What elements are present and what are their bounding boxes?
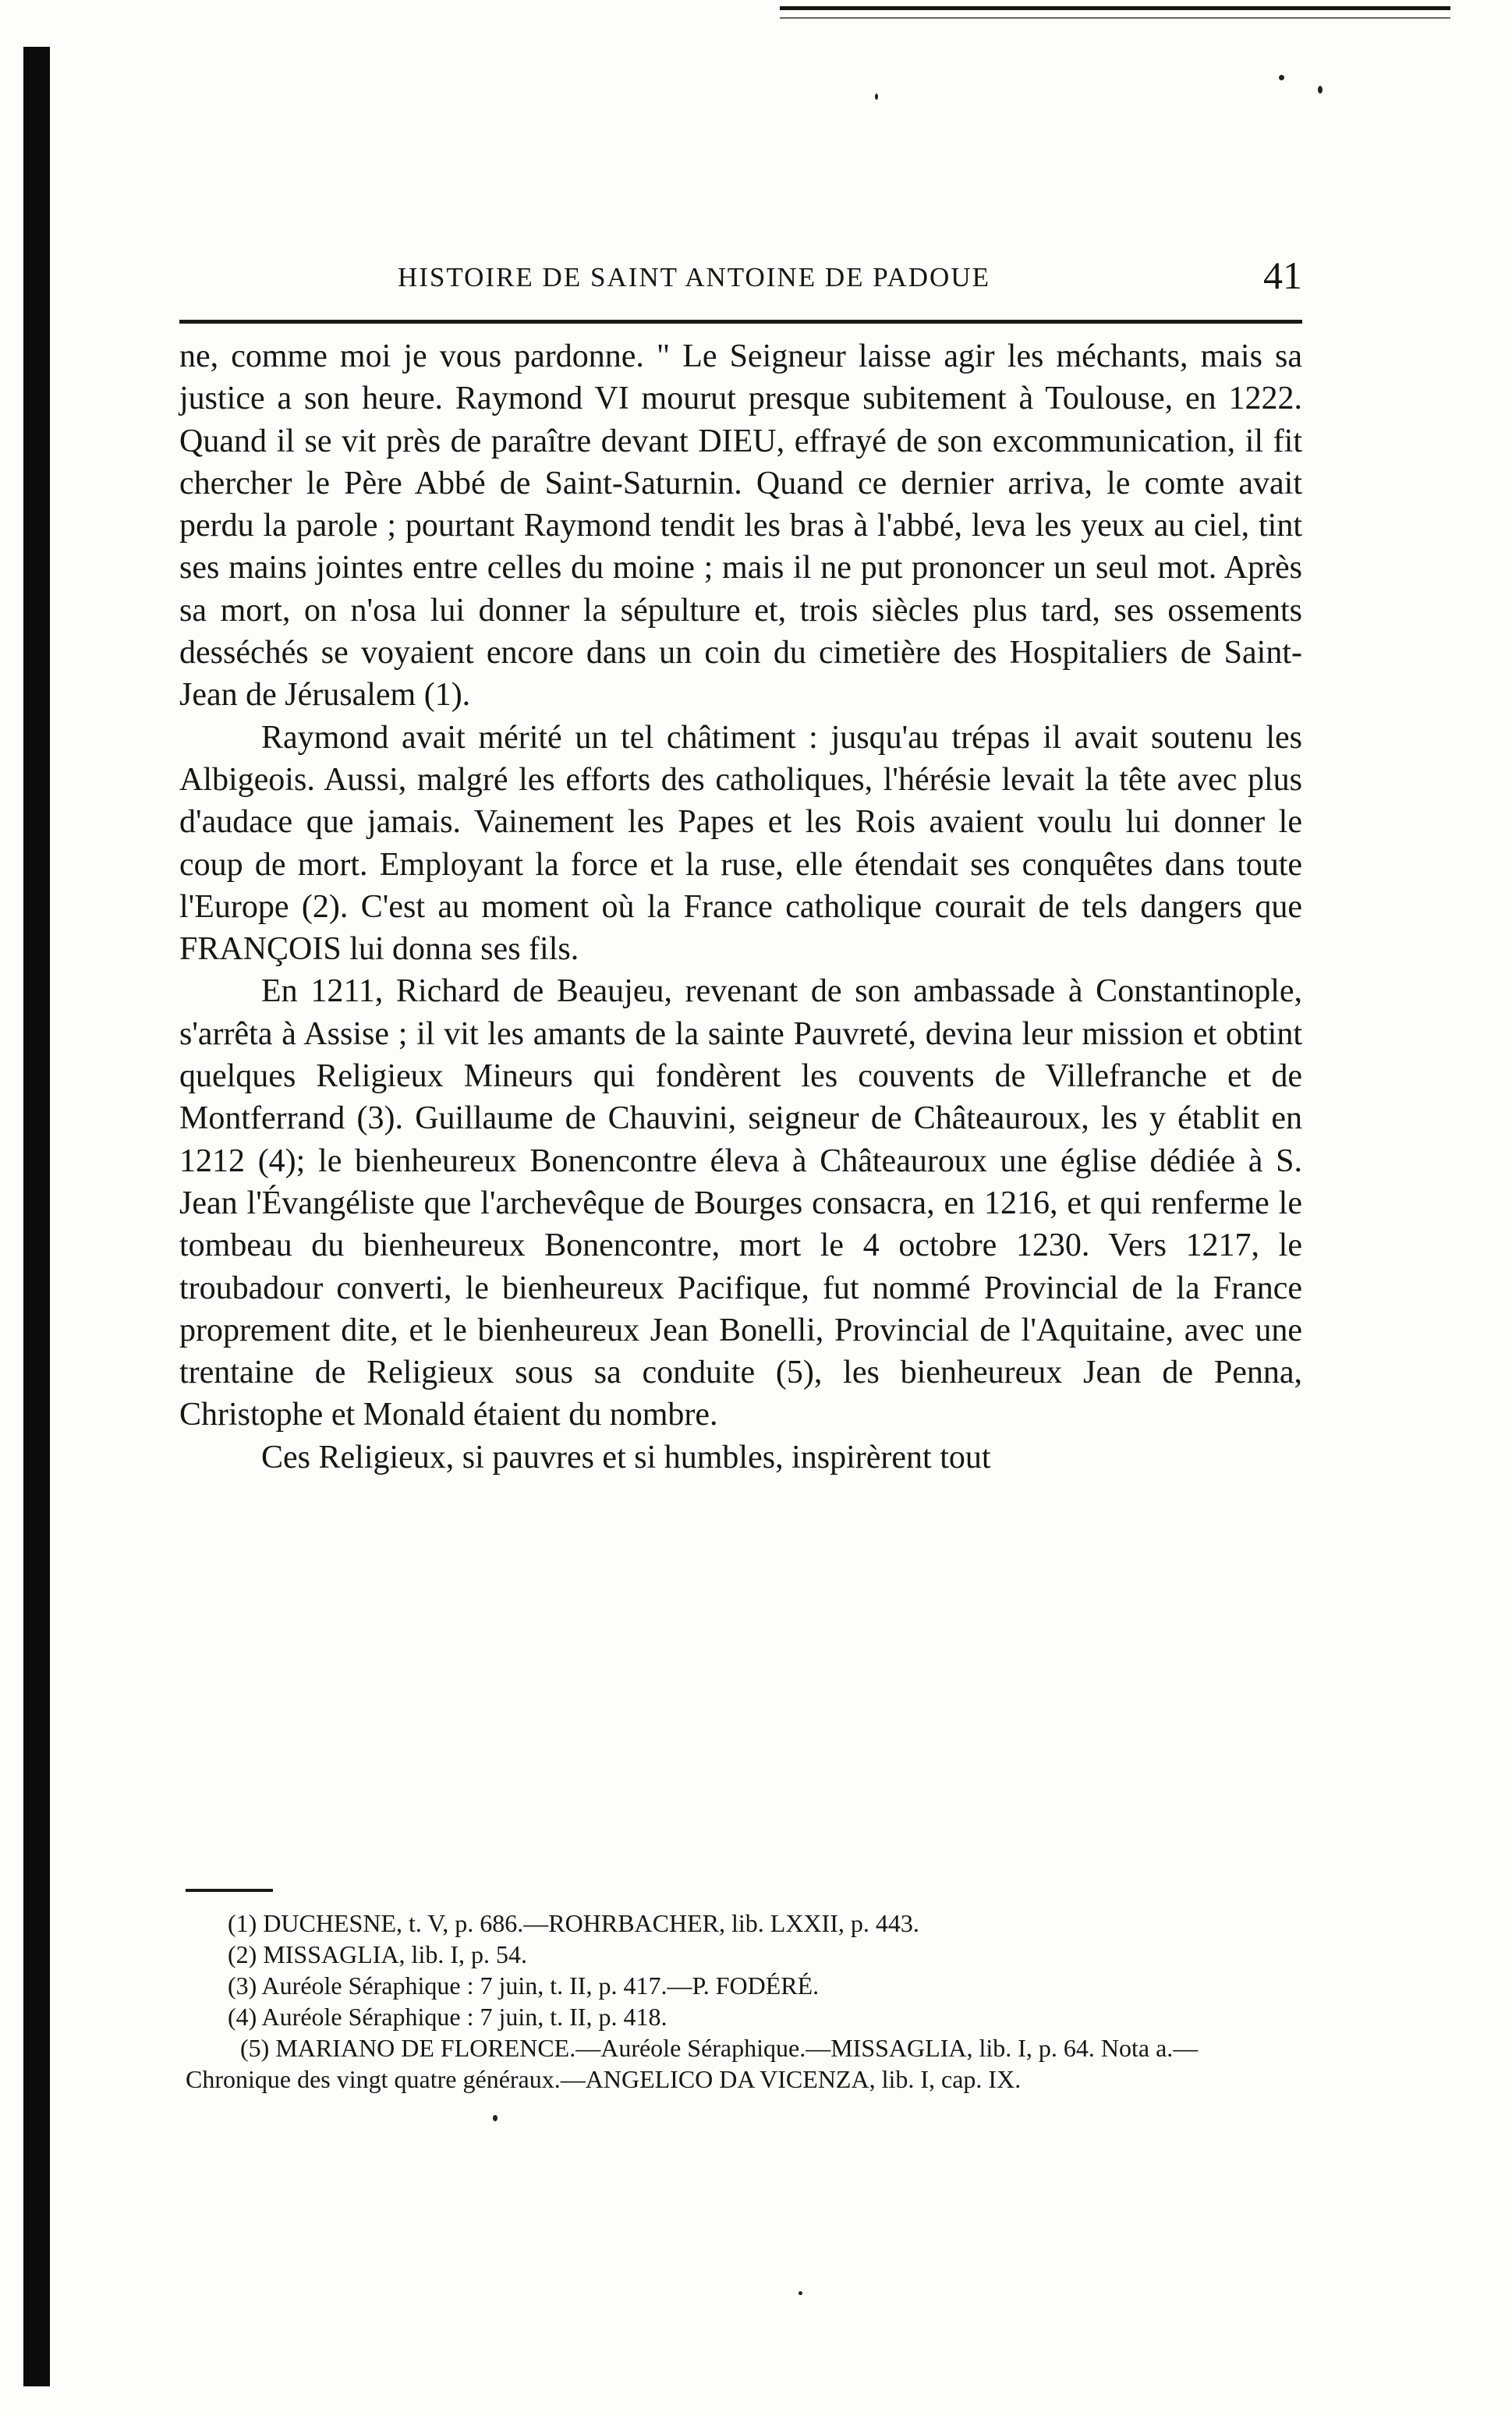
- body-text: [179, 335, 1302, 1479]
- paragraph: En 1211, Richard de Beaujeu, revenant de son ambassade à Constantinople, s'arrêta à Assise ; il vit les amants de la sainte Pauvreté, devina leur mission et obtint quelques Religieux Mineurs qui fondèrent les couvents de Villefranche et de Montferrand (3). Guillaume de Chauvini, seigneur de Châteauroux, les y établit en 1212 (4); le bienheureux Bonencontre éleva à Châteauroux une église dédiée à S. Jean l'Évangéliste que l'archevêque de Bourges consacra, en 1216, et qui renferme le tombeau du bienheureux Bonencontre, mort le 4 octobre 1230. Vers 1217, le troubadour converti, le bienheureux Pacifique, fut nommé Provincial de la France proprement dite, et le bienheureux Jean Bonelli, Provincial de l'Aquitaine, avec une trentaine de Religieux sous sa conduite (5), les bienheureux Jean de Penna, Christophe et Monald étaient du nombre.: [179, 973, 1302, 1433]
- scan-speck: [798, 2291, 802, 2295]
- scan-top-rule-thin: [780, 17, 1450, 19]
- scan-top-rule: [780, 6, 1450, 10]
- footnote: (5) MARIANO DE FLORENCE.—Auréole Séraphique.—MISSAGLIA, lib. I, p. 64. Nota a.—Chronique des vingt quatre généraux.—ANGELICO DA VICENZA, lib. I, cap. IX.: [186, 2034, 1199, 2093]
- scan-speck: [1318, 86, 1323, 94]
- footnote: (4) Auréole Séraphique : 7 juin, t. II, p. 418.: [228, 2003, 667, 2031]
- footnote: (3) Auréole Séraphique : 7 juin, t. II, p. 417.—P. FODÉRÉ.: [228, 1971, 820, 2000]
- scan-speck: [493, 2115, 498, 2121]
- page-header: [187, 253, 1302, 304]
- paragraph: Ces Religieux, si pauvres et si humbles, inspirèrent tout: [261, 1439, 991, 1475]
- scan-speck: [1279, 75, 1284, 80]
- scan-speck: [875, 94, 878, 100]
- paragraph: ne, comme moi je vous pardonne. " Le Seigneur laisse agir les méchants, mais sa justice a son heure. Raymond VI mourut presque subitement à Toulouse, en 1222. Quand il se vit près de paraître devant DIEU, effrayé de son excommunication, il fit chercher le Père Abbé de Saint-Saturnin. Quand ce dernier arriva, le comte avait perdu la parole ; pourtant Raymond tendit les bras à l'abbé, leva les yeux au ciel, tint ses mains jointes entre celles du moine ; mais il ne put prononcer un seul mot. Après sa mort, on n'osa lui donner la sépulture et, trois siècles plus tard, ses ossements desséchés se voyaient encore dans un coin du cimetière des Hospitaliers de Saint-Jean de Jérusalem (1).: [179, 338, 1302, 714]
- footnote-rule: [186, 1889, 273, 1892]
- paragraph: Raymond avait mérité un tel châtiment : jusqu'au trépas il avait soutenu les Albigeois. Aussi, malgré les efforts des catholiques, l'hérésie levait la tête avec plus d'audace que jamais. Vainement les Papes et les Rois avaient voulu lui donner le coup de mort. Employant la force et la ruse, elle étendait ses conquêtes dans toute l'Europe (2). C'est au moment où la France catholique courait de tels dangers que FRANÇOIS lui donna ses fils.: [179, 719, 1302, 968]
- scan-edge-shadow: [23, 47, 50, 2386]
- header-rule: [179, 320, 1302, 324]
- footnotes: [186, 1908, 1301, 2095]
- footnote: (2) MISSAGLIA, lib. I, p. 54.: [228, 1940, 527, 1968]
- footnote: (1) DUCHESNE, t. V, p. 686.—ROHRBACHER, lib. LXXII, p. 443.: [228, 1909, 919, 1937]
- page-number: 41: [1263, 253, 1302, 297]
- running-title: HISTOIRE DE SAINT ANTOINE DE PADOUE: [398, 262, 990, 292]
